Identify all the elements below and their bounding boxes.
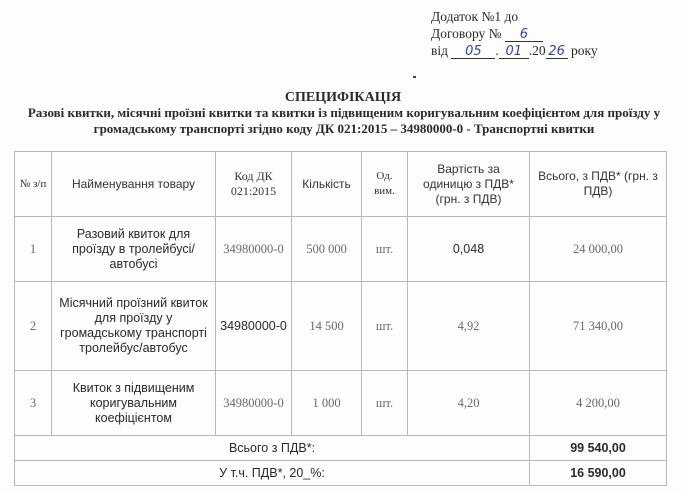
table-header-row bbox=[15, 152, 667, 217]
row-name: Місячний проїзний квиток для проїзду у громадському транспорті тролейбус/автобус bbox=[52, 282, 216, 371]
date-label: від bbox=[431, 43, 448, 58]
row-name: Разовий квиток для проїзду в тролейбусі/ автобусі bbox=[52, 217, 216, 282]
date-month-field bbox=[499, 44, 529, 59]
contract-number: 6 bbox=[519, 27, 529, 42]
header-unit: Од. вим. bbox=[362, 152, 408, 217]
row-qty: 500 000 bbox=[292, 217, 362, 282]
date-day: 05 bbox=[465, 44, 482, 59]
row-qty: 1 000 bbox=[292, 371, 362, 436]
header-qty: Кількість bbox=[292, 152, 362, 217]
row-code: 34980000-0 bbox=[216, 282, 292, 371]
row-price: 0,048 bbox=[408, 217, 530, 282]
row-num: 2 bbox=[15, 282, 52, 371]
vat-label: У т.ч. ПДВ*, 20_%: bbox=[15, 461, 530, 486]
table-row bbox=[15, 217, 667, 282]
page-title: СПЕЦИФІКАЦІЯ bbox=[284, 90, 402, 105]
contract-label: Договору № bbox=[431, 26, 502, 41]
row-total: 24 000,00 bbox=[530, 217, 667, 282]
stray-mark bbox=[413, 76, 416, 78]
vat-value: 16 590,00 bbox=[530, 461, 667, 486]
year-word: року bbox=[571, 43, 598, 58]
row-total: 4 200,00 bbox=[530, 371, 667, 436]
row-unit: шт. bbox=[362, 282, 408, 371]
total-row bbox=[15, 436, 667, 461]
row-qty: 14 500 bbox=[292, 282, 362, 371]
row-num: 3 bbox=[15, 371, 52, 436]
row-unit: шт. bbox=[362, 371, 408, 436]
table-row bbox=[15, 282, 667, 371]
row-price: 4,20 bbox=[408, 371, 530, 436]
date-year: 26 bbox=[548, 44, 565, 59]
row-code: 34980000-0 bbox=[216, 217, 292, 282]
total-value: 99 540,00 bbox=[530, 436, 667, 461]
header-num: № з/п bbox=[15, 152, 52, 217]
vat-row bbox=[15, 461, 667, 486]
annex-block bbox=[431, 8, 598, 59]
header-name: Найменування товару bbox=[52, 152, 216, 217]
row-price: 4,92 bbox=[408, 282, 530, 371]
header-total: Всього, з ПДВ* (грн. з ПДВ) bbox=[530, 152, 667, 217]
annex-line-1: Додаток №1 до bbox=[431, 9, 519, 24]
annex-date-line: від 05 . 01 .20 26 року bbox=[431, 43, 598, 59]
contract-number-field bbox=[505, 27, 543, 42]
total-label: Всього з ПДВ*: bbox=[15, 436, 530, 461]
row-num: 1 bbox=[15, 217, 52, 282]
row-total: 71 340,00 bbox=[530, 282, 667, 371]
row-unit: шт. bbox=[362, 217, 408, 282]
row-code: 34980000-0 bbox=[216, 371, 292, 436]
header-price: Вартість за одиницю з ПДВ* (грн. з ПДВ) bbox=[408, 152, 530, 217]
header-code: Код ДК 021:2015 bbox=[216, 152, 292, 217]
date-day-field bbox=[451, 44, 495, 59]
page-subtitle: Разові квитки, місячні проїзні квитки та квитки із підвищеним коригувальним коефіцієнтом для проїзду у громадському транспорті згідно коду ДК 021:2015 – 34980000-0 - Транспортні квитки bbox=[27, 105, 661, 136]
row-name: Квиток з підвищеним коригувальним коефіцієнтом bbox=[52, 371, 216, 436]
year-prefix: 20 bbox=[532, 43, 546, 58]
date-month: 01 bbox=[505, 44, 523, 59]
date-year-field bbox=[546, 44, 568, 59]
annex-line-2 bbox=[431, 25, 598, 42]
table-row bbox=[15, 371, 667, 436]
specification-table bbox=[14, 151, 667, 486]
